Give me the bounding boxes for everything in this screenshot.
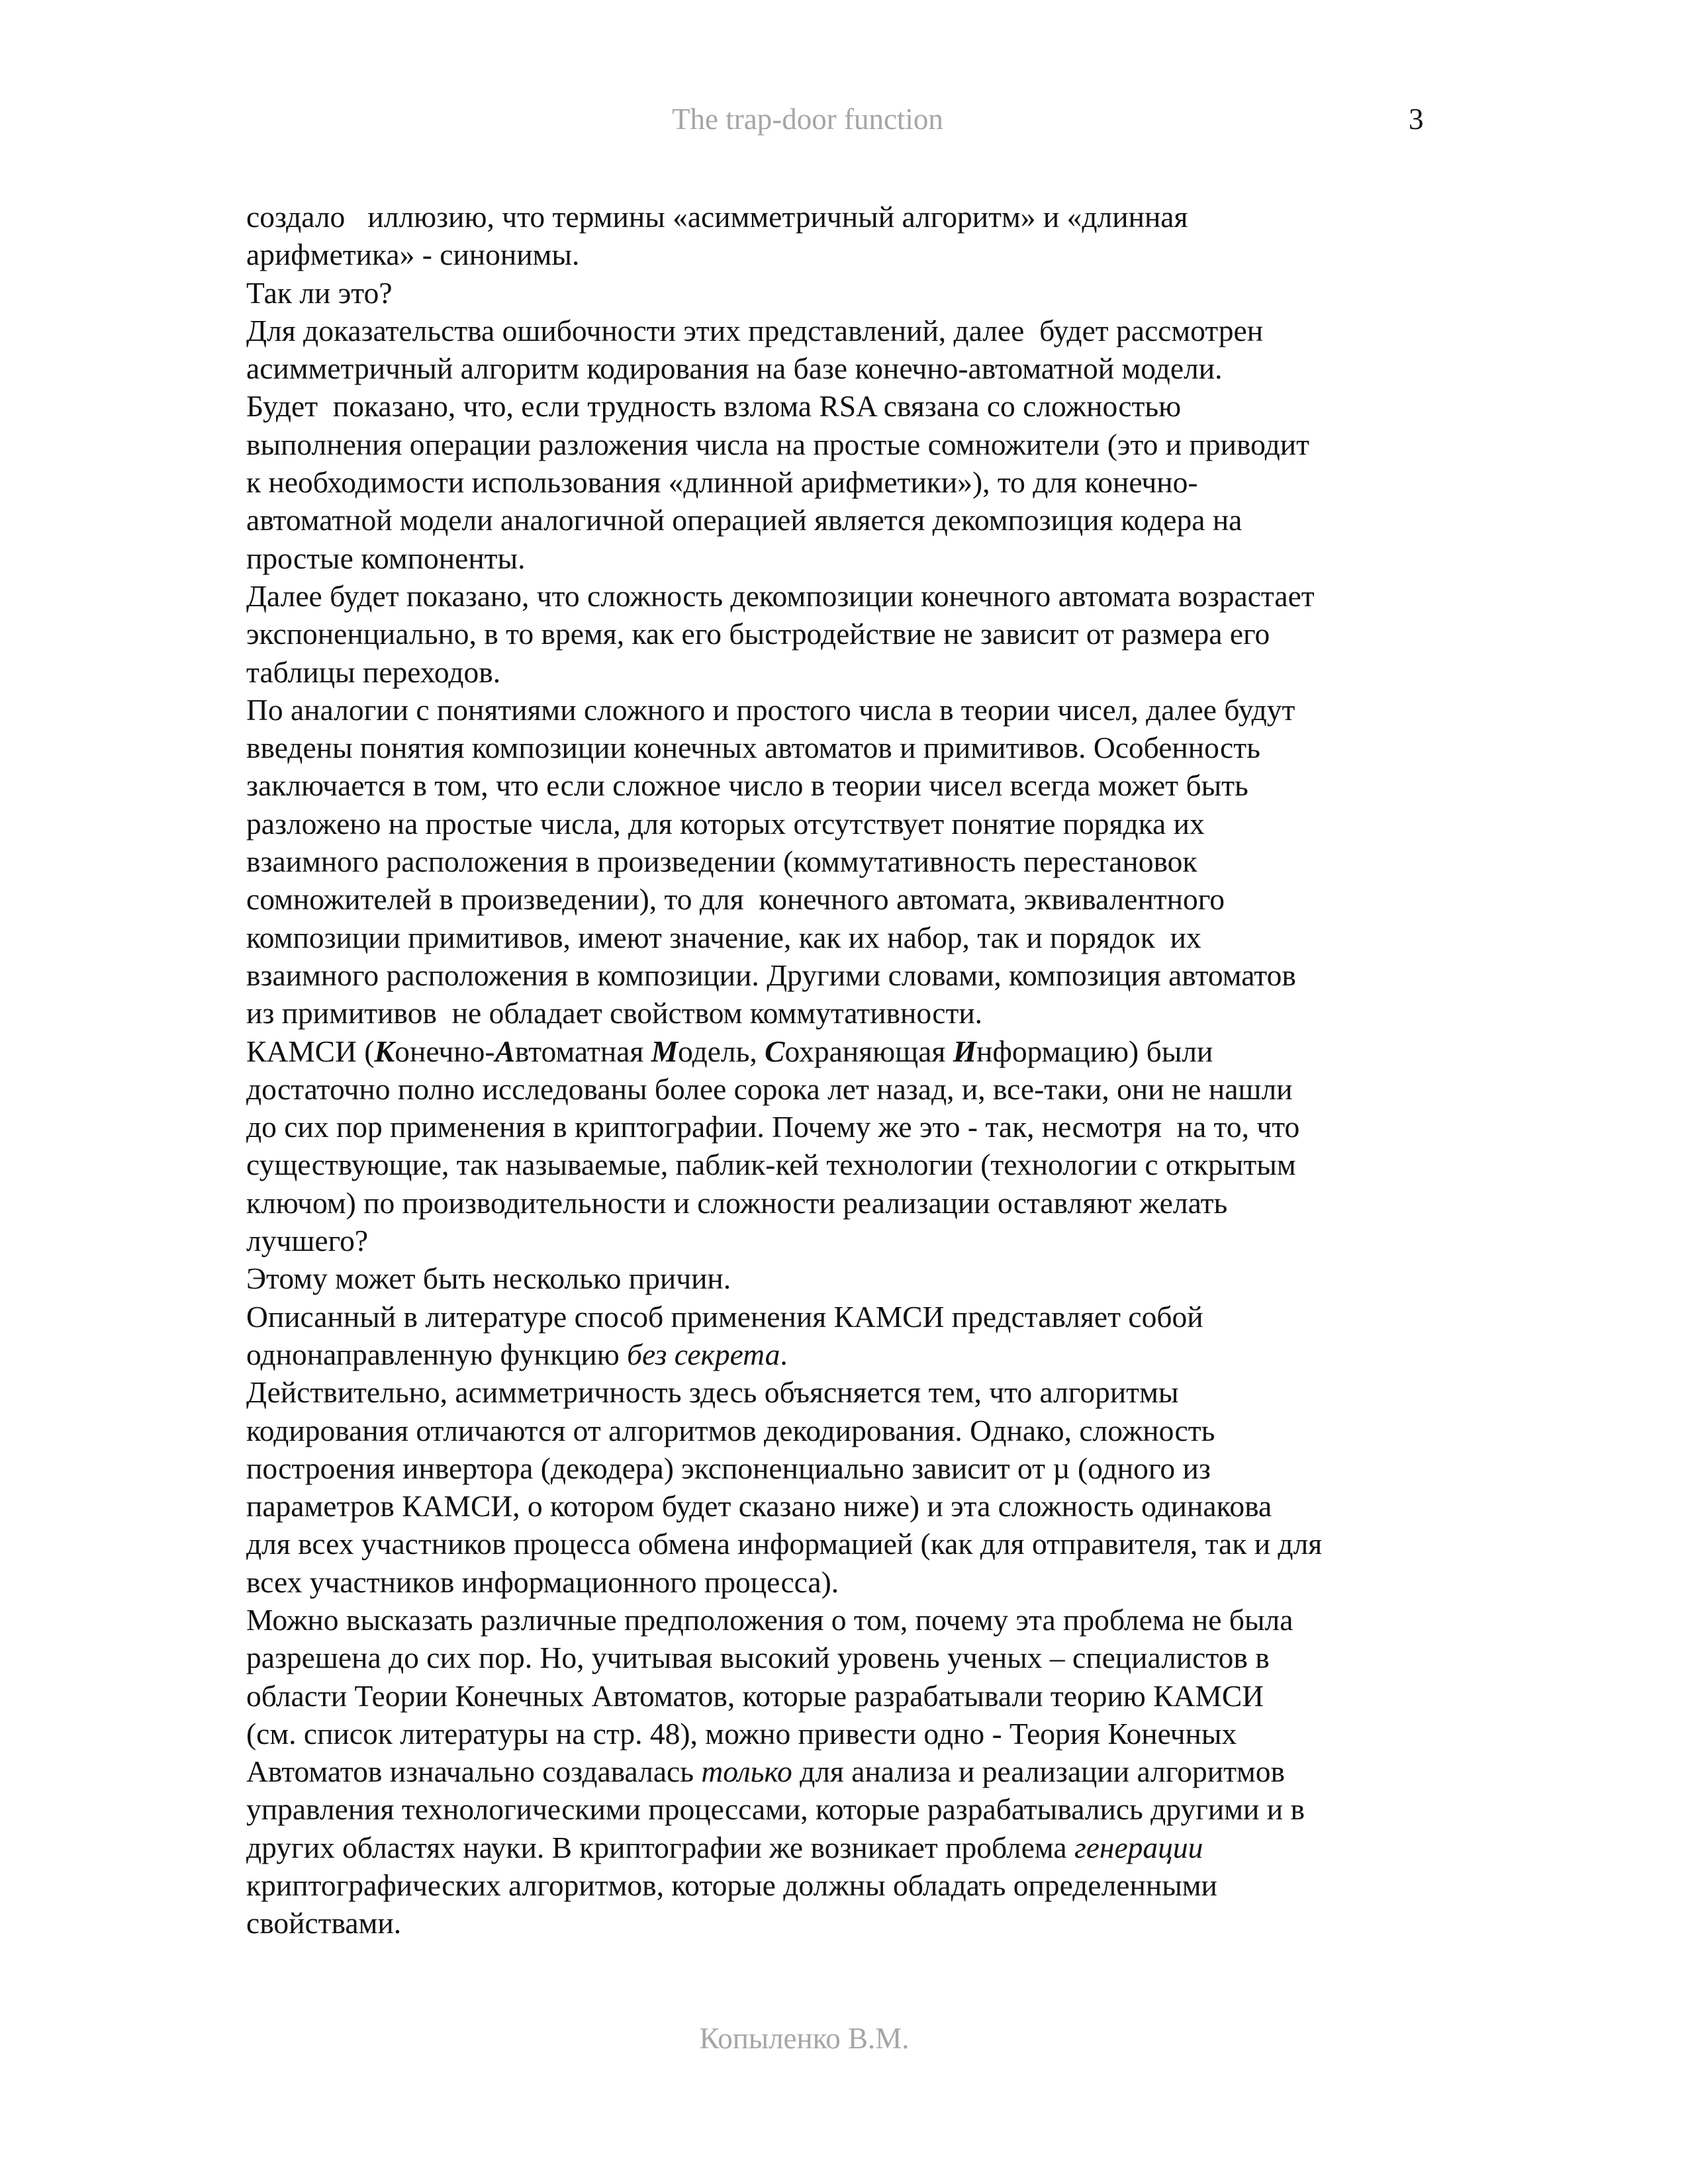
text-line: взаимного расположения в композиции. Другими словами, композиция автоматов — [246, 958, 1296, 992]
text-span: нформацию) были — [976, 1034, 1213, 1068]
text-line: Для доказательства ошибочности этих представлений, далее будет рассмотрен — [246, 313, 1264, 347]
text-line: параметров КАМСИ, о котором будет сказано ниже) и эта сложность одинакова — [246, 1489, 1272, 1524]
italic-emphasis: без секрета — [627, 1337, 780, 1371]
text-line: разложено на простые числа, для которых отсутствует понятие порядка их — [246, 806, 1205, 841]
text-line: криптографических алгоритмов, которые должны обладать определенными — [246, 1868, 1217, 1903]
text-line: к необходимости использования «длинной арифметики»), то для конечно- — [246, 465, 1198, 500]
text-line: построения инвертора (декодера) экспоненциально зависит от µ (одного из — [246, 1451, 1211, 1485]
page-footer-author: Копыленко В.М. — [699, 2022, 910, 2055]
text-line: Действительно, асимметричность здесь объясняется тем, что алгоритмы — [246, 1375, 1179, 1410]
text-line: создало иллюзию, что термины «асимметричный алгоритм» и «длинная — [246, 200, 1188, 234]
text-line: всех участников информационного процесса). — [246, 1565, 839, 1599]
text-line: таблицы переходов. — [246, 655, 501, 689]
text-line: управления технологическими процессами, которые разрабатывались другими и в — [246, 1792, 1305, 1827]
text-span: втоматная — [514, 1034, 651, 1068]
text-span: одель, — [678, 1034, 765, 1068]
text-line: выполнения операции разложения числа на простые сомножители (это и приводит — [246, 427, 1309, 461]
acronym-letter-i: И — [953, 1034, 977, 1068]
text-line: заключается в том, что если сложное число в теории чисел всегда может быть — [246, 768, 1248, 803]
text-line: По аналогии с понятиями сложного и простого числа в теории чисел, далее будут — [246, 692, 1295, 727]
acronym-letter-a: А — [494, 1034, 515, 1068]
header-title: The trap-door function — [672, 103, 943, 136]
text-line: для всех участников процесса обмена информацией (как для отправителя, так и для — [246, 1527, 1323, 1561]
text-line: ключом) по производительности и сложности реализации оставляют желать — [246, 1185, 1228, 1220]
text-line: до сих пор применения в криптографии. Почему же это - так, несмотря на то, что — [246, 1110, 1300, 1144]
text-line: существующие, так называемые, паблик-кей технологии (технологии с открытым — [246, 1148, 1296, 1182]
text-line: асимметричный алгоритм кодирования на базе конечно-автоматной модели. — [246, 351, 1223, 386]
text-span: КАМСИ ( — [246, 1034, 375, 1068]
text-line — [246, 1752, 1438, 1790]
text-span: онечно- — [395, 1034, 495, 1068]
text-line: простые компоненты. — [246, 541, 526, 575]
text-line — [246, 1336, 1438, 1373]
text-line: арифметика» - синонимы. — [246, 238, 580, 272]
text-line-kamsi — [246, 1032, 1438, 1070]
text-line — [246, 1829, 1438, 1866]
page-header — [0, 96, 1688, 142]
text-line: Можно высказать различные предположения о том, почему эта проблема не была — [246, 1602, 1293, 1637]
text-span: Автоматов изначально создавалась — [246, 1754, 702, 1789]
text-line: свойствами. — [246, 1906, 402, 1940]
text-span: для анализа и реализации алгоритмов — [792, 1754, 1286, 1789]
italic-emphasis: только — [701, 1754, 792, 1789]
text-line: экспоненциально, в то время, как его быстродействие не зависит от размера его — [246, 617, 1270, 651]
text-line: области Теории Конечных Автоматов, которые разрабатывали теорию КАМСИ — [246, 1678, 1264, 1713]
text-line: разрешена до сих пор. Но, учитывая высокий уровень ученых – специалистов в — [246, 1641, 1270, 1675]
text-line: Описанный в литературе способ применения КАМСИ представляет собой — [246, 1299, 1203, 1334]
text-span: однонаправленную функцию — [246, 1337, 628, 1371]
text-line: кодирования отличаются от алгоритмов декодирования. Однако, сложность — [246, 1413, 1215, 1447]
text-line: автоматной модели аналогичной операцией является декомпозиция кодера на — [246, 503, 1243, 537]
body-text — [246, 198, 1438, 1942]
page-number: 3 — [1409, 103, 1424, 136]
text-line: достаточно полно исследованы более сорока лет назад, и, все-таки, они не нашли — [246, 1071, 1293, 1106]
acronym-letter-k: К — [374, 1034, 395, 1068]
text-line: композиции примитивов, имеют значение, как их набор, так и порядок их — [246, 920, 1201, 954]
text-line: введены понятия композиции конечных автоматов и примитивов. Особенность — [246, 731, 1260, 765]
text-line: сомножителей в произведении), то для конечного автомата, эквивалентного — [246, 882, 1225, 917]
text-span: других областях науки. В криптографии же возникает проблема — [246, 1830, 1074, 1864]
text-line: Этому может быть несколько причин. — [246, 1261, 731, 1296]
text-line: Так ли это? — [246, 275, 393, 310]
text-span: охраняющая — [784, 1034, 953, 1068]
text-span: . — [780, 1337, 788, 1371]
italic-emphasis: генерации — [1074, 1830, 1203, 1864]
text-line: Будет показано, что, если трудность взлома RSA связана со сложностью — [246, 389, 1182, 424]
text-line: Далее будет показано, что сложность декомпозиции конечного автомата возрастает — [246, 578, 1315, 613]
acronym-letter-s: С — [765, 1034, 785, 1068]
text-line: (см. список литературы на стр. 48), можно привести одно - Теория Конечных — [246, 1716, 1237, 1751]
acronym-letter-m: М — [651, 1034, 679, 1068]
text-line: взаимного расположения в произведении (коммутативность перестановок — [246, 844, 1197, 879]
text-line: из примитивов не обладает свойством коммутативности. — [246, 996, 983, 1030]
text-line: лучшего? — [246, 1224, 369, 1258]
